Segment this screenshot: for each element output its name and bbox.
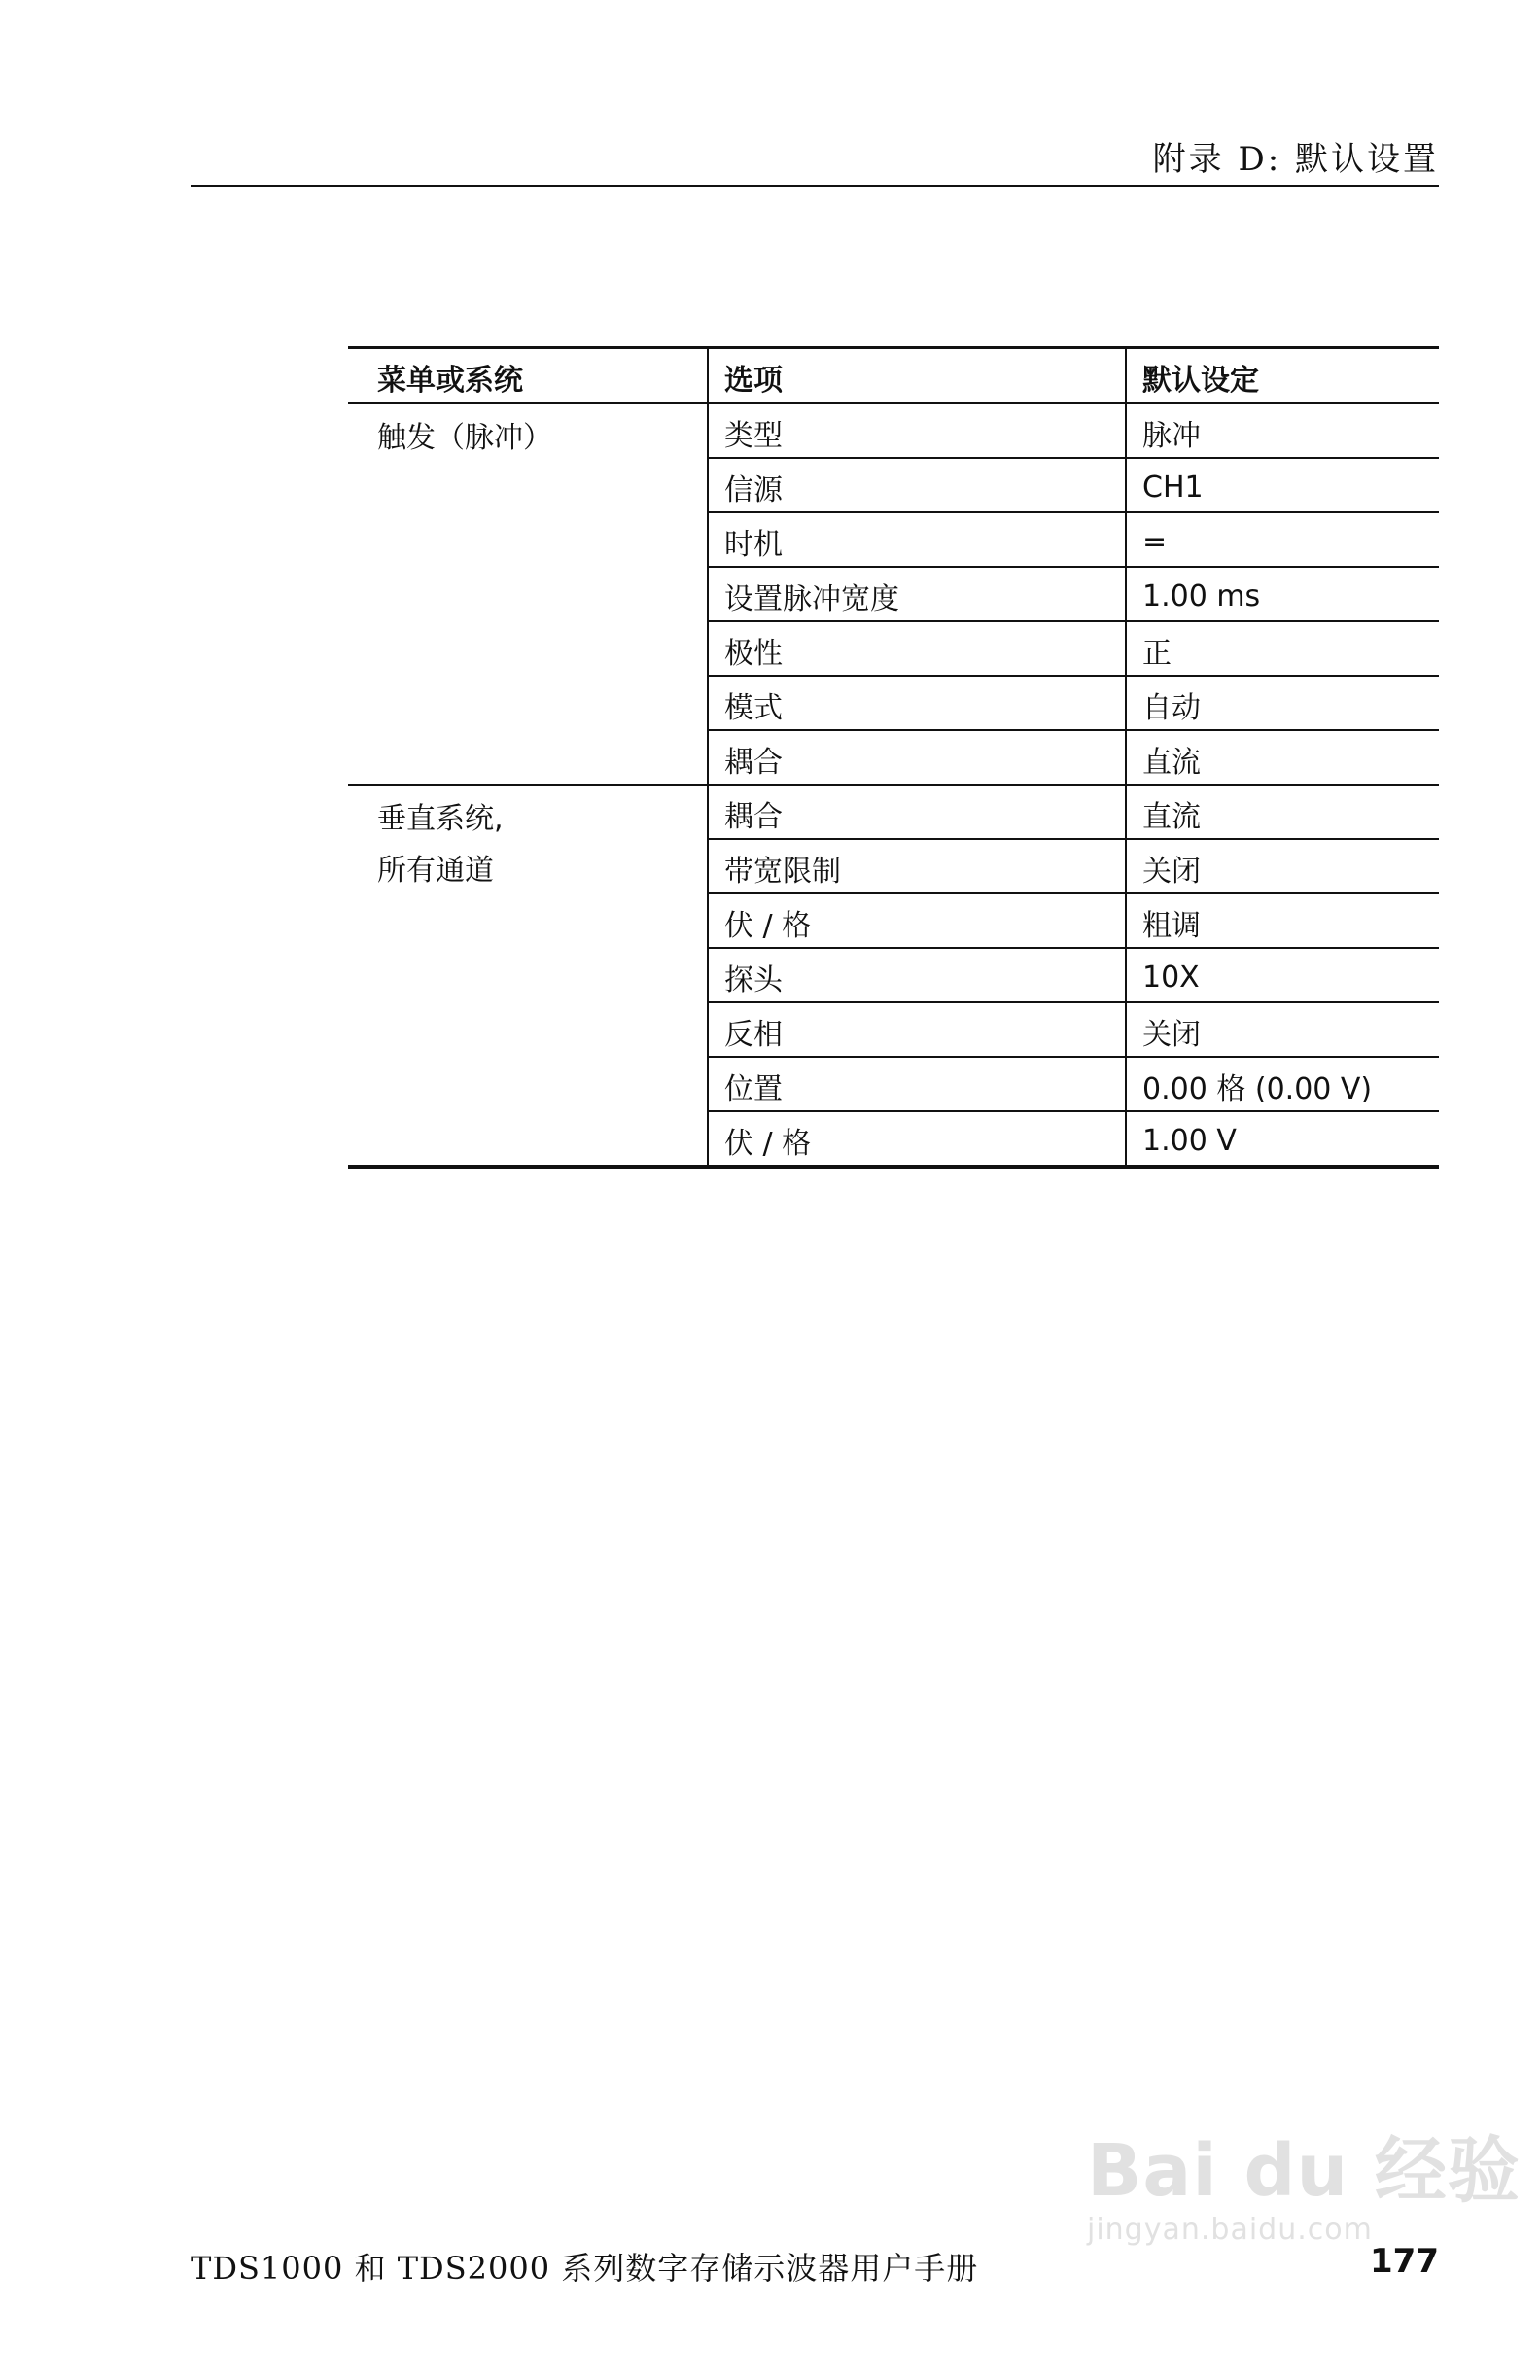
menu-cell <box>348 403 708 786</box>
default-cell: 正 <box>1126 621 1439 676</box>
default-cell: 1.00 ms <box>1126 567 1439 621</box>
option-cell: 信源 <box>708 458 1126 512</box>
default-cell: CH1 <box>1126 458 1439 512</box>
option-cell: 耦合 <box>708 785 1126 839</box>
column-header-menu: 菜单或系统 <box>348 348 708 403</box>
option-cell: 模式 <box>708 676 1126 730</box>
default-settings-table <box>348 346 1439 1169</box>
option-cell: 带宽限制 <box>708 839 1126 893</box>
table-row <box>348 403 1439 459</box>
option-cell: 反相 <box>708 1002 1126 1057</box>
default-cell: 直流 <box>1126 785 1439 839</box>
default-cell: = <box>1126 512 1439 567</box>
default-cell: 自动 <box>1126 676 1439 730</box>
default-cell: 1.00 V <box>1126 1111 1439 1167</box>
option-cell: 极性 <box>708 621 1126 676</box>
default-cell: 10X <box>1126 948 1439 1002</box>
option-cell: 设置脉冲宽度 <box>708 567 1126 621</box>
default-cell: 直流 <box>1126 730 1439 785</box>
table-row <box>348 785 1439 839</box>
baidu-jingyan-watermark <box>1087 2129 1521 2247</box>
default-cell: 关闭 <box>1126 1002 1439 1057</box>
watermark-url: jingyan.baidu.com <box>1087 2213 1373 2247</box>
watermark-logo <box>1087 2129 1521 2213</box>
option-cell: 位置 <box>708 1057 1126 1111</box>
page-header-title: 附录 D: 默认设置 <box>1152 140 1439 179</box>
menu-label-line: 垂直系统, <box>377 802 504 836</box>
header-rule <box>191 185 1439 187</box>
table-group-vertical-system <box>348 785 1439 1167</box>
default-cell: 0.00 格 (0.00 V) <box>1126 1057 1439 1111</box>
option-cell: 伏 / 格 <box>708 893 1126 948</box>
table-header-row <box>348 348 1439 403</box>
menu-label-line: 所有通道 <box>377 854 494 888</box>
column-header-option: 选项 <box>708 348 1126 403</box>
watermark-logo-text: Bai du 经验 <box>1087 2129 1521 2213</box>
footer-manual-title: TDS1000 和 TDS2000 系列数字存储示波器用户手册 <box>191 2250 979 2287</box>
table-group-trigger-pulse <box>348 403 1439 786</box>
option-cell: 类型 <box>708 403 1126 459</box>
option-cell: 耦合 <box>708 730 1126 785</box>
menu-cell <box>348 785 708 1167</box>
option-cell: 探头 <box>708 948 1126 1002</box>
default-cell: 脉冲 <box>1126 403 1439 459</box>
menu-label: 触发（脉冲） <box>377 421 552 455</box>
option-cell: 时机 <box>708 512 1126 567</box>
option-cell: 伏 / 格 <box>724 1127 812 1161</box>
default-cell: 粗调 <box>1126 893 1439 948</box>
page-number: 177 <box>1370 2242 1439 2281</box>
column-header-default: 默认设定 <box>1126 348 1439 403</box>
default-cell: 关闭 <box>1126 839 1439 893</box>
